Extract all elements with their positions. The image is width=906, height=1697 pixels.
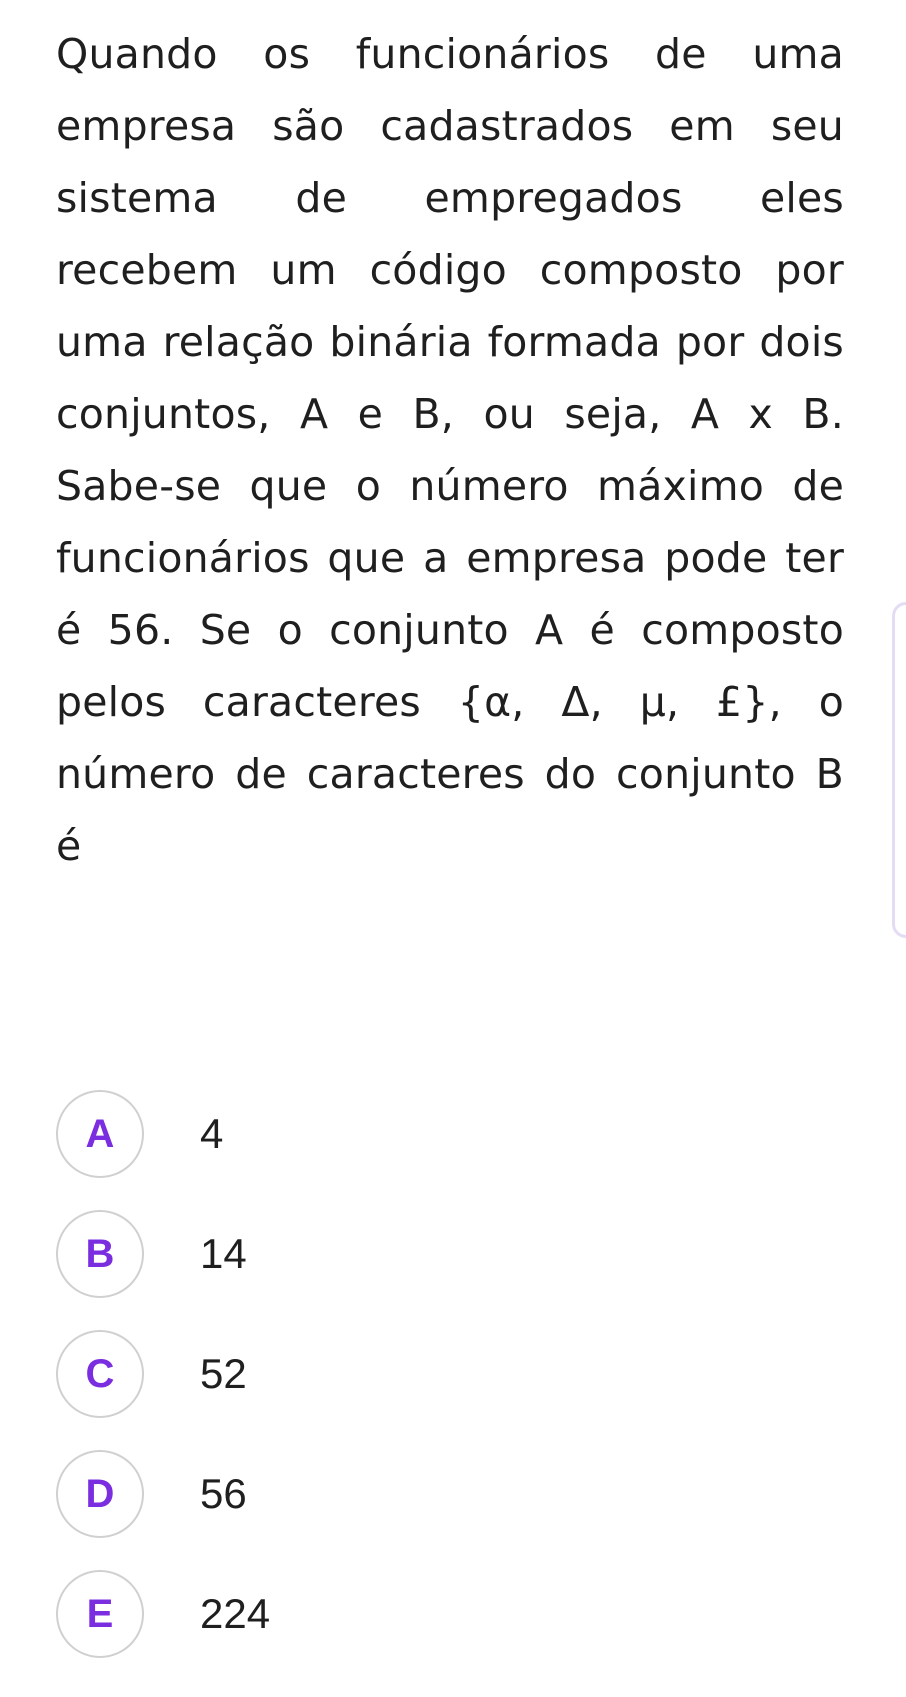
option-b-letter: B (56, 1210, 144, 1298)
option-e[interactable] (56, 1568, 656, 1660)
option-d-letter: D (56, 1450, 144, 1538)
option-b[interactable] (56, 1208, 656, 1300)
option-d[interactable] (56, 1448, 656, 1540)
option-d-value: 56 (200, 1470, 247, 1517)
option-a[interactable] (56, 1088, 656, 1180)
option-c-value: 52 (200, 1350, 247, 1397)
side-panel-handle[interactable] (892, 602, 906, 938)
option-a-value: 4 (200, 1110, 224, 1157)
option-e-value: 224 (200, 1590, 271, 1637)
option-c-letter: C (56, 1330, 144, 1418)
answer-options (56, 1088, 656, 1688)
option-b-value: 14 (200, 1230, 247, 1277)
question-text: Quando os funcionários de uma empresa são cadastrados em seu sistema de empregados eles recebem um código composto por uma relação binária formada por dois conjuntos, A e B, ou seja, A x B. Sabe-se que o número máximo de funcionários que a empresa pode ter é 56. Se o conjunto A é composto pelos caracteres {α, Δ, μ, £}, o número de caracteres do conjunto B é (56, 30, 844, 870)
option-e-letter: E (56, 1570, 144, 1658)
option-c[interactable] (56, 1328, 656, 1420)
option-a-letter: A (56, 1090, 144, 1178)
